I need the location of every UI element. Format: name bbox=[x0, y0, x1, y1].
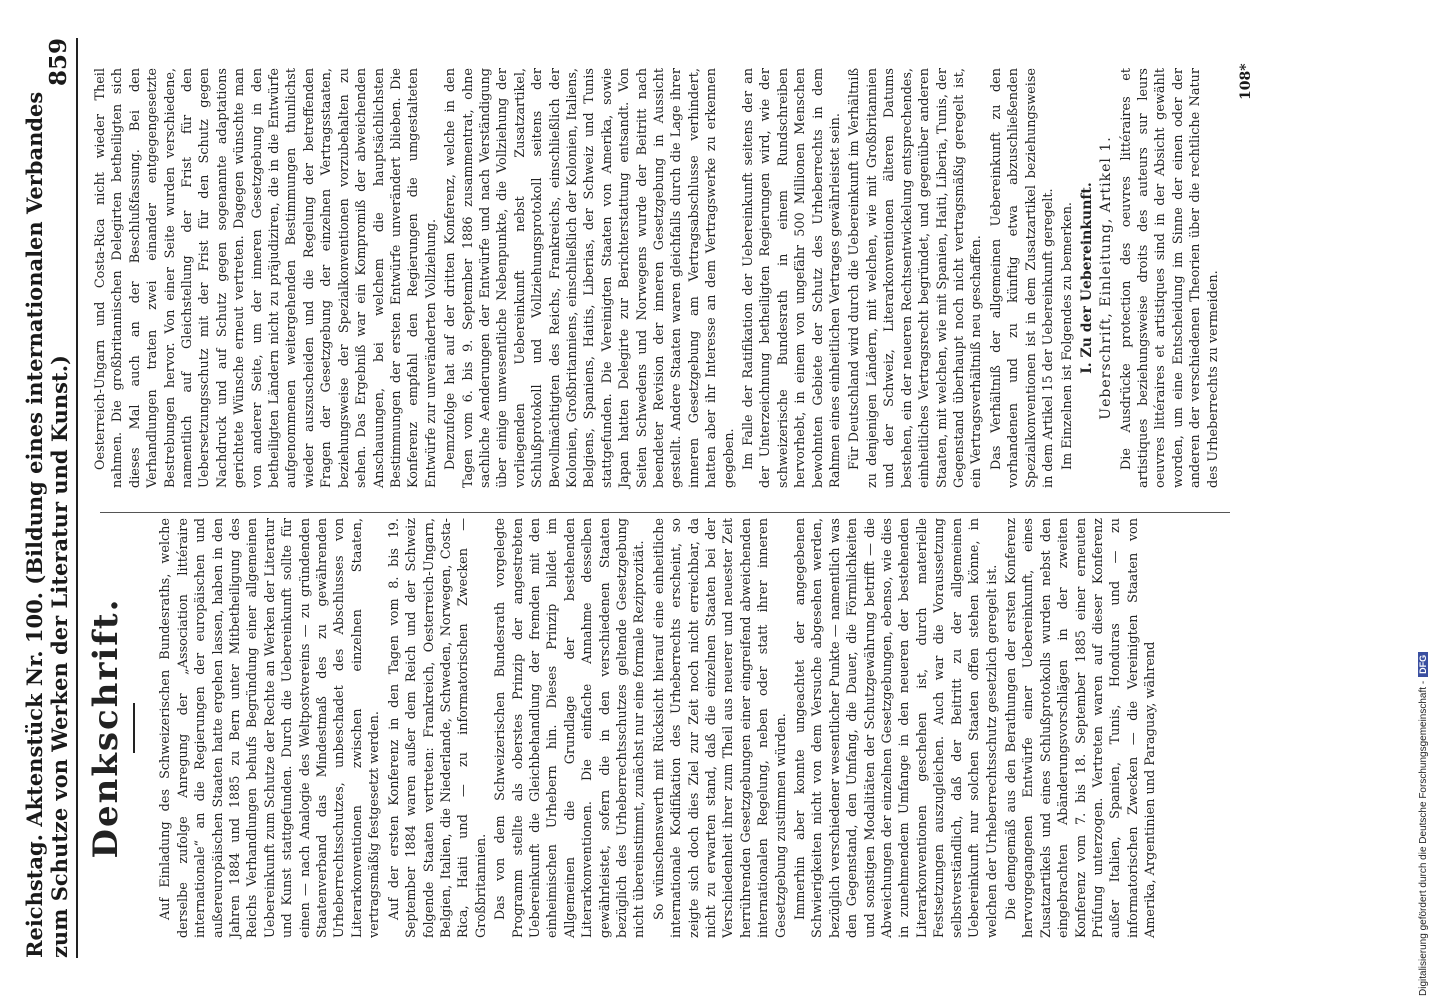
paragraph: Die Ausdrücke protection des oeuvres littéraires et artistiques beziehungsweise droits des auteurs sur leurs oeuvres littéraires et artistiques sind in der Absicht gewählt worden, um eine Entscheidung im Sinne der einen oder der anderen der verschiedenen Theorien über die rechtliche Natur des Urheberrechts zu vermeiden. bbox=[1118, 68, 1221, 488]
title-divider bbox=[133, 703, 135, 753]
digitization-note bbox=[1418, 652, 1429, 996]
paragraph: Die demgemäß aus den Berathungen der ersten Konferenz hervorgegangenen Entwürfe einer Uebereinkunft, eines Zusatzartikels und eines Schlußprotokolls wurden nebst den eingebrachten Abänderungsvorschlägen in der zweiten Konferenz vom 7. bis 18. September 1885 einer erneuten Prüfung unterzogen. Vertreten waren auf dieser Konferenz außer Italien, Spanien, Tunis, Honduras und — zu informatorischen Zwecken — die Vereinigten Staaten von Amerika, Argentinien und Paraguay, während bbox=[1003, 518, 1159, 938]
digitization-text: Digitalisierung gefördert durch die Deutsche Forschungsgemeinschaft - bbox=[1418, 680, 1429, 996]
paragraph: Immerhin aber konnte ungeachtet der angegebenen Schwierigkeiten nicht von dem Versuche abgesehen werden, bezüglich verschiedener wesentlicher Punkte — namentlich was den Gegenstand, den Umfang, die Dauer, die Förmlichkeiten und sonstigen Modalitäten der Schutzgewährung betrifft — die Abweichungen der einzelnen Gesetzgebungen, ebenso, wie dies in zunehmendem Umfange in den neueren der bestehenden Literarkonventionen geschehen ist, durch materielle Festsetzungen auszugleichen. Auch war die Voraussetzung selbstverständlich, daß der Beitritt zu der allgemeinen Uebereinkunft nur solchen Staaten offen stehen könne, in welchen der Urheberrechtsschutz gesetzlich geregelt ist. bbox=[793, 518, 1000, 938]
paragraph: Oesterreich-Ungarn und Costa-Rica nicht wieder Theil nahmen. Die großbritannischen Delegirten betheiligten sich dieses Mal auch an der Beschlußfassung. Bei den Verhandlungen traten zwei einander entgegengesetzte Bestrebungen hervor. Von einer Seite wurden verschiedene, namentlich auf Gleichstellung der Frist für den Uebersetzungsschutz mit der Frist für den Schutz gegen Nachdruck und auf Schutz gegen sogenannte adaptations gerichtete Wünsche erneut vertreten. Dagegen wünschte man von anderer Seite, um der inneren Gesetzgebung in den betheiligten Ländern nicht zu präjudiziren, die in die Entwürfe aufgenommenen weitergehenden Bestimmungen thunlichst wieder auszuscheiden und die Regelung der betreffenden Fragen der Gesetzgebung der einzelnen Vertragsstaaten, beziehungsweise der Spezialkonventionen vorzubehalten zu sehen. Das Ergebniß war ein Kompromiß der abweichenden Anschauungen, bei welchem die hauptsächlichsten Bestimmungen der ersten Entwürfe unverändert blieben. Die Konferenz empfahl den Regierungen die umgestalteten Entwürfe zur unveränderten Vollziehung. bbox=[93, 68, 439, 488]
paragraph: Im Falle der Ratifikation der Uebereinkunft seitens der an der Unterzeichnung betheiligten Regierungen wird, wie der schweizerische Bundesrath in einem Rundschreiben hervorhebt, in einem von ungefähr 500 Millionen Menschen bewohnten Gebiete der Schutz des Urheberrechts in dem Rahmen eines einheitlichen Vertrages gewährleistet sein. bbox=[741, 68, 844, 488]
paragraph: Für Deutschland wird durch die Uebereinkunft im Verhältniß zu denjenigen Ländern, mit welchen, wie mit Großbritannien und der Schweiz, Literarkonventionen älteren Datums bestehen, ein der neueren Rechtsentwickelung entsprechendes, einheitliches Vertragsrecht begründet, und gegenüber anderen Staaten, mit welchen, wie mit Spanien, Haiti, Liberia, Tunis, der Gegenstand überhaupt noch nicht vertragsmäßig geregelt ist, ein Vertragsverhältniß neu geschaffen. bbox=[847, 68, 985, 488]
paragraph: Auf Einladung des Schweizerischen Bundesraths, welche derselbe zufolge Anregung der „Association littéraire internationale“ an die Regierungen der europäischen und außereuropäischen Staaten hatte ergehen lassen, haben in den Jahren 1884 und 1885 zu Bern unter Mitbetheiligung des Reichs Verhandlungen behufs Begründung einer allgemeinen Uebereinkunft zum Schutze der Rechte an Werken der Literatur und Kunst stattgefunden. Durch die Uebereinkunft sollte für einen — nach Analogie des Weltpostvereins — zu gründenden Staatenverband das Mindestmaß des zu gewährenden Urheberrechtsschutzes, unbeschadet des Abschlusses von Literarkonventionen zwischen einzelnen Staaten, vertragsmäßig festgesetzt werden. bbox=[158, 518, 383, 938]
paragraph: Das von dem Schweizerischen Bundesrath vorgelegte Programm stellte als oberstes Prinzip der angestrebten Uebereinkunft die Gleichbehandlung der fremden mit den einheimischen Urhebern hin. Dieses Prinzip bildet im Allgemeinen die Grundlage der bestehenden Literarkonventionen. Die einfache Annahme desselben gewährleistet, sofern die in den verschiedenen Staaten bezüglich des Urheberrechtsschutzes geltende Gesetzgebung nicht übereinstimmt, zunächst nur eine formale Reziprozität. bbox=[493, 518, 648, 938]
running-title: Reichstag. Aktenstück Nr. 100. (Bildung eines internationalen Verbandes zum Schutze von Werken der Literatur und Kunst.) bbox=[22, 91, 72, 958]
subheading: Ueberschrift, Einleitung, Artikel 1. bbox=[1098, 136, 1115, 420]
paragraph: Im Einzelnen ist Folgendes zu bemerken. bbox=[1060, 202, 1076, 470]
right-column bbox=[92, 68, 1242, 488]
dfg-logo: DFG bbox=[1418, 652, 1428, 677]
left-column bbox=[86, 518, 1242, 938]
paragraph: Das Verhältniß der allgemeinen Uebereinkunft zu den vorhandenen und zu künftig etwa abzuschließenden Spezialkonventionen ist in dem Zusatzartikel beziehungsweise in dem Artikel 15 der Uebereinkunft geregelt. bbox=[988, 68, 1056, 488]
running-header bbox=[22, 38, 78, 958]
signature-mark: 108* bbox=[1238, 63, 1254, 100]
column-divider bbox=[100, 512, 1230, 513]
page-number: 859 bbox=[45, 38, 72, 87]
paragraph: Demzufolge hat auf der dritten Konferenz, welche in den Tagen vom 6. bis 9. September 1886 zusammentrat, ohne sachliche Aenderungen der Entwürfe und nach Verständigung über einige unwesentliche Nebenpunkte, die Vollziehung der vorliegenden Uebereinkunft nebst Zusatzartikel, Schlußprotokoll und Vollziehungsprotokoll seitens der Bevollmächtigten des Reichs, Frankreichs, einschließlich der Kolonien, Großbritanniens, einschließlich der Kolonien, Italiens, Belgiens, Spaniens, Haitis, Liberias, der Schweiz und Tunis stattgefunden. Die Vereinigten Staaten von Amerika, sowie Japan hatten Delegirte zur Berichterstattung entsandt. Von Seiten Schwedens und Norwegens wurde der Beitritt nach beendeter Revision der inneren Gesetzgebung in Aussicht gestellt. Andere Staaten waren gleichfalls durch die Lage ihrer inneren Gesetzgebung am Vertragsabschlusse verhindert, hatten aber ihr Interesse an dem Vertragswerke zu erkennen gegeben. bbox=[443, 68, 737, 488]
document-title: Denkschrift. bbox=[86, 597, 126, 859]
paragraph: So wünschenswerth mit Rücksicht hierauf eine einheitliche internationale Kodifikation des Urheberrechts erscheint, so zeigte sich doch dies Ziel zur Zeit noch nicht erreichbar, da nicht zu erwarten stand, daß die einzelnen Staaten bei der Verschiedenheit ihrer zum Theil aus neuerer und neuester Zeit herrührenden Gesetzgebungen einer eingreifend abweichenden internationalen Regelung, neben oder statt ihrer inneren Gesetzgebung zustimmen würden. bbox=[651, 518, 789, 938]
paragraph: Auf der ersten Konferenz in den Tagen vom 8. bis 19. September 1884 waren außer dem Reich und der Schweiz folgende Staaten vertreten: Frankreich, Oesterreich-Ungarn, Belgien, Italien, die Niederlande, Schweden, Norwegen, Costa-Rica, Haiti und — zu informatorischen Zwecken — Großbritannien. bbox=[386, 518, 489, 938]
section-heading: I. Zu der Uebereinkunft. bbox=[1078, 182, 1095, 374]
